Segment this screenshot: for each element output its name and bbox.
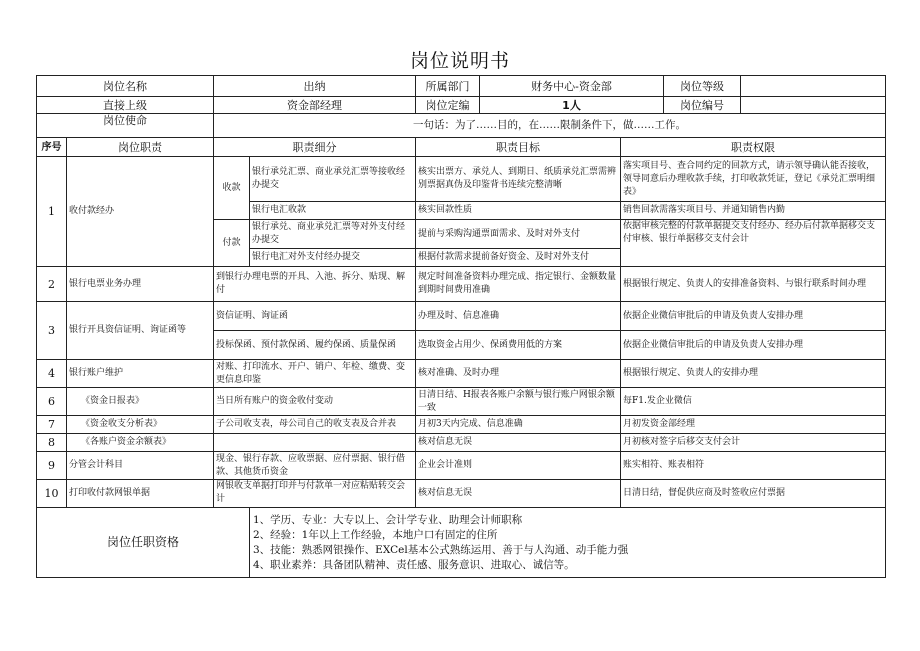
row-no: 8 xyxy=(37,434,67,452)
row-goal: 企业会计准则 xyxy=(416,452,621,480)
row-goal: 提前与采购沟通票面需求、及时对外支付 xyxy=(416,220,621,249)
col-duty: 岗位职责 xyxy=(67,138,214,157)
column-header-row xyxy=(37,138,886,157)
row-duty: 银行电票业务办理 xyxy=(67,267,214,302)
table-row xyxy=(37,302,886,331)
col-authority: 职责权限 xyxy=(621,138,886,157)
col-detail: 职责细分 xyxy=(214,138,416,157)
qualification-content xyxy=(250,508,886,578)
row-group-label: 付款 xyxy=(214,220,250,267)
row-authority: 每F1.发企业微信 xyxy=(621,388,886,416)
qualification-label: 岗位任职资格 xyxy=(37,508,250,578)
row-no: 9 xyxy=(37,452,67,480)
row-no: 1 xyxy=(37,157,67,267)
row-detail: 资信证明、询证函 xyxy=(214,302,416,331)
row-detail: 网银收支单据打印并与付款单一对应粘贴转交会计 xyxy=(214,480,416,508)
row-duty: 《各账户资金余额表》 xyxy=(67,434,214,452)
mission-value: 一句话：为了……目的，在……限制条件下，做……工作。 xyxy=(214,114,886,138)
row-no: 7 xyxy=(37,416,67,434)
qualification-line: 2、经验：1年以上工作经验，本地户口有固定的住所 xyxy=(253,528,498,541)
dept-label: 所属部门 xyxy=(416,76,480,97)
row-detail: 当日所有账户的资金收付变动 xyxy=(214,388,416,416)
table-row xyxy=(37,480,886,508)
row-detail: 现金、银行存款、应收票据、应付票据、银行借款、其他货币资金 xyxy=(214,452,416,480)
row-no: 2 xyxy=(37,267,67,302)
table-row xyxy=(37,388,886,416)
table-row xyxy=(37,452,886,480)
row-goal: 规定时间准备资料办理完成、指定银行、金额数量到期时间费用准确 xyxy=(416,267,621,302)
header-row-1 xyxy=(37,76,886,97)
superior-label: 直接上级 xyxy=(37,97,214,114)
table-row xyxy=(37,267,886,302)
qualification-line: 4、职业素养：具备团队精神、责任感、服务意识、进取心、诚信等。 xyxy=(253,558,575,571)
row-goal: 月初3天内完成、信息准确 xyxy=(416,416,621,434)
row-authority: 依据审核完整的付款单据提交支付经办、经办后付款单据移交支付审核、银行单据移交支付会计 xyxy=(621,220,886,267)
row-detail: 对账、打印流水、开户、销户、年检、缴费、变更信息印鉴 xyxy=(214,360,416,388)
row-detail: 银行承兑、商业承兑汇票等对外支付经办提交 xyxy=(250,220,416,249)
dept-value: 财务中心-资金部 xyxy=(480,76,664,97)
row-authority: 依据企业微信审批后的申请及负责人安排办理 xyxy=(621,331,886,360)
row-authority: 账实相符、账表相符 xyxy=(621,452,886,480)
row-authority: 月初发资金部经理 xyxy=(621,416,886,434)
qualification-line: 3、技能：熟悉网银操作、EXCel基本公式熟练运用、善于与人沟通、动手能力强 xyxy=(253,543,629,556)
mission-label: 岗位使命 xyxy=(37,114,214,138)
row-no: 10 xyxy=(37,480,67,508)
row-no: 6 xyxy=(37,388,67,416)
row-detail: 子公司收支表，母公司自己的收支表及合并表 xyxy=(214,416,416,434)
row-duty: 分管会计科目 xyxy=(67,452,214,480)
mission-row xyxy=(37,114,886,138)
row-goal: 选取资金占用少、保函费用低的方案 xyxy=(416,331,621,360)
row-detail: 银行承兑汇票、商业承兑汇票等接收经办提交 xyxy=(250,157,416,202)
row-duty: 《资金日报表》 xyxy=(67,388,214,416)
code-label: 岗位编号 xyxy=(664,97,741,114)
row-authority: 依据企业微信审批后的申请及负责人安排办理 xyxy=(621,302,886,331)
row-goal: 办理及时、信息准确 xyxy=(416,302,621,331)
row-authority: 根据银行规定、负责人的安排准备资料、与银行联系时间办理 xyxy=(621,267,886,302)
table-row xyxy=(37,157,886,202)
post-name-label: 岗位名称 xyxy=(37,76,214,97)
row-goal: 核实回款性质 xyxy=(416,202,621,220)
row-detail: 投标保函、预付款保函、履约保函、质量保函 xyxy=(214,331,416,360)
row-duty: 银行开具资信证明、询证函等 xyxy=(67,302,214,360)
row-duty: 收付款经办 xyxy=(67,157,214,267)
table-row xyxy=(37,434,886,452)
row-detail: 银行电汇收款 xyxy=(250,202,416,220)
header-row-2 xyxy=(37,97,886,114)
row-goal: 核实出票方、承兑人、到期日、纸质承兑汇票需辨别票据真伪及印鉴背书连续完整清晰 xyxy=(416,157,621,202)
row-authority: 日清日结，督促供应商及时签收应付票据 xyxy=(621,480,886,508)
code-value xyxy=(741,97,886,114)
level-label: 岗位等级 xyxy=(664,76,741,97)
row-authority: 落实项目号、查合同约定的回款方式，请示领导确认能否接收，领导同意后办理收款手续，打印收款凭证，登记《承兑汇票明细表》 xyxy=(621,157,886,202)
table-row xyxy=(37,416,886,434)
col-goal: 职责目标 xyxy=(416,138,621,157)
qualification-row xyxy=(37,508,886,578)
row-duty: 银行账户维护 xyxy=(67,360,214,388)
row-authority: 月初核对签字后移交支付会计 xyxy=(621,434,886,452)
row-no: 3 xyxy=(37,302,67,360)
row-goal: 核对信息无误 xyxy=(416,480,621,508)
row-goal: 根据付款需求提前备好资金、及时对外支付 xyxy=(416,249,621,267)
row-goal: 日清日结、H报表各账户余额与银行账户网银余额一致 xyxy=(416,388,621,416)
page-title: 岗位说明书 xyxy=(409,50,510,72)
row-detail: 银行电汇对外支付经办提交 xyxy=(250,249,416,267)
post-name-value: 出纳 xyxy=(214,76,416,97)
row-detail xyxy=(214,434,416,452)
row-duty: 《资金收支分析表》 xyxy=(67,416,214,434)
job-description-table xyxy=(36,75,886,578)
row-goal: 核对准确、及时办理 xyxy=(416,360,621,388)
row-no: 4 xyxy=(37,360,67,388)
quota-value: 1人 xyxy=(480,97,664,114)
row-group-label: 收款 xyxy=(214,157,250,220)
row-authority: 根据银行规定、负责人的安排办理 xyxy=(621,360,886,388)
col-no: 序号 xyxy=(37,138,67,157)
qualification-line: 1、学历、专业：大专以上、会计学专业、助理会计师职称 xyxy=(253,513,523,526)
level-value xyxy=(741,76,886,97)
row-authority: 销售回款需落实项目号、并通知销售内勤 xyxy=(621,202,886,220)
row-detail: 到银行办理电票的开具、入池、拆分、贴现、解付 xyxy=(214,267,416,302)
quota-label: 岗位定编 xyxy=(416,97,480,114)
row-duty: 打印收付款网银单据 xyxy=(67,480,214,508)
table-row xyxy=(37,360,886,388)
superior-value: 资金部经理 xyxy=(214,97,416,114)
row-goal: 核对信息无误 xyxy=(416,434,621,452)
